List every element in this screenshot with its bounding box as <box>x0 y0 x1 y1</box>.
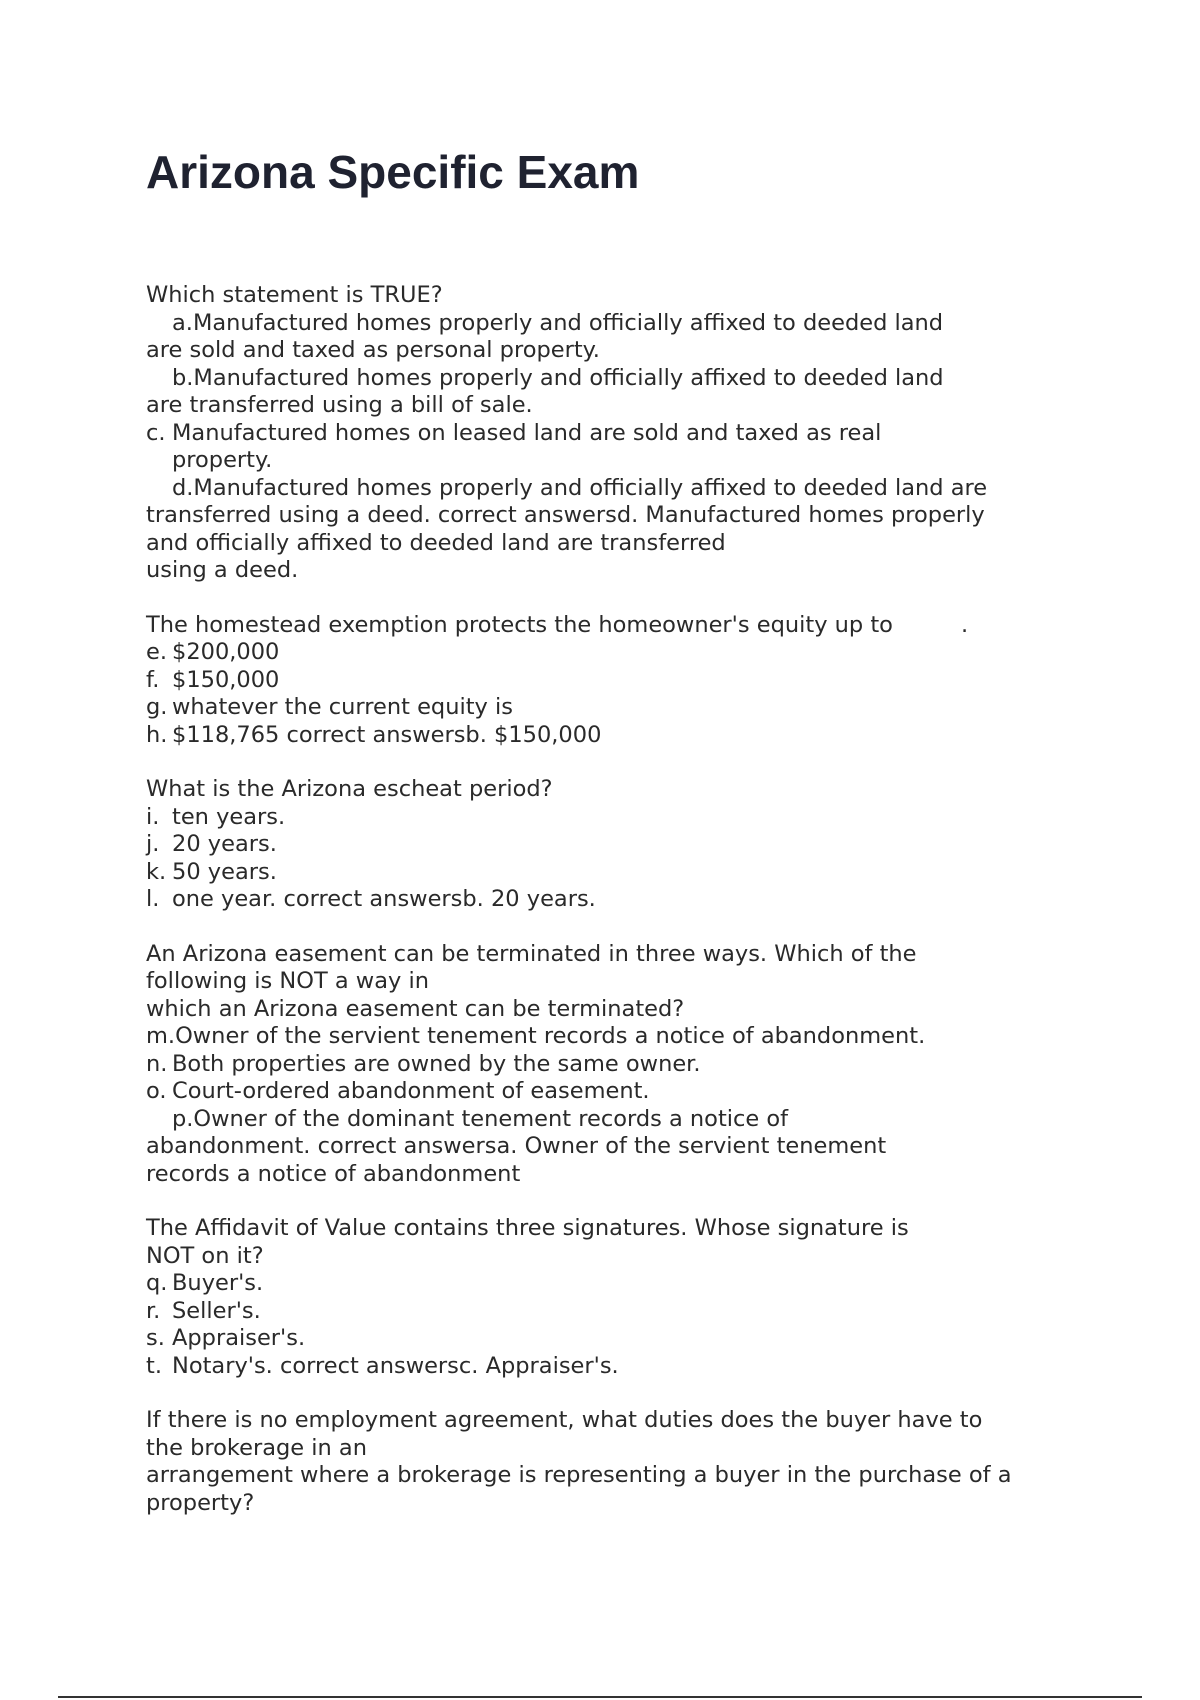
question-stem-line-2: following is NOT a way in <box>146 968 429 994</box>
option-letter: c. <box>146 419 166 446</box>
option-p-line-1: p.Owner of the dominant tenement records a notice of <box>172 1105 789 1132</box>
option-letter: g. <box>146 694 168 720</box>
page-title: Arizona Specific Exam <box>146 146 640 198</box>
option-letter: q. <box>146 1270 168 1296</box>
option-letter: j. <box>146 831 160 857</box>
option-p-line-3: records a notice of abandonment <box>146 1160 521 1187</box>
question-stem-line-3: which an Arizona easement can be terminated? <box>146 995 685 1022</box>
option-text: Seller's. <box>172 1297 261 1324</box>
option-m: m.Owner of the servient tenement records a notice of abandonment. <box>146 1023 926 1049</box>
option-text: $150,000 <box>172 666 280 693</box>
question-stem: Which statement is TRUE? <box>146 282 443 308</box>
option-text: $118,765 correct answersb. $150,000 <box>172 721 602 748</box>
question-6 <box>146 1407 1086 1517</box>
option-g <box>146 694 1086 722</box>
option-k <box>146 859 1086 887</box>
option-text: whatever the current equity is <box>172 694 513 720</box>
question-stem-line-2: NOT on it? <box>146 1242 264 1269</box>
question-stem-line-1: If there is no employment agreement, what duties does the buyer have to <box>146 1407 983 1433</box>
option-c-line-2: property. <box>172 447 273 473</box>
question-stem-line-4: property? <box>146 1489 255 1516</box>
option-text: 20 years. <box>172 831 277 857</box>
option-e <box>146 639 1086 667</box>
option-f <box>146 667 1086 695</box>
question-2 <box>146 612 1086 750</box>
option-text: one year. correct answersb. 20 years. <box>172 886 596 912</box>
option-d-line-2: transferred using a deed. correct answersd. Manufactured homes properly <box>146 502 985 528</box>
option-text: 50 years. <box>172 858 277 885</box>
option-a-line-1: a.Manufactured homes properly and officially affixed to deeded land <box>172 309 944 336</box>
option-r <box>146 1298 1086 1326</box>
option-text: Buyer's. <box>172 1270 264 1296</box>
option-letter: r. <box>146 1297 161 1324</box>
option-t <box>146 1353 1086 1381</box>
option-n <box>146 1051 1086 1079</box>
option-c <box>146 420 1086 475</box>
document-body <box>146 282 1086 1544</box>
option-a-line-2: are sold and taxed as personal property. <box>146 337 600 363</box>
option-b-line-2: are transferred using a bill of sale. <box>146 392 533 418</box>
option-letter: l. <box>146 886 160 912</box>
option-i <box>146 804 1086 832</box>
question-stem-line-3: arrangement where a brokerage is representing a buyer in the purchase of a <box>146 1462 1012 1488</box>
option-p-line-2: abandonment. correct answersa. Owner of the servient tenement <box>146 1133 887 1159</box>
question-stem-line-1: The Affidavit of Value contains three signatures. Whose signature is <box>146 1215 909 1241</box>
question-stem-line-1: An Arizona easement can be terminated in three ways. Which of the <box>146 940 917 967</box>
question-stem: What is the Arizona escheat period? <box>146 776 553 802</box>
option-letter: i. <box>146 803 160 830</box>
option-h <box>146 722 1086 750</box>
option-letter: f. <box>146 666 160 693</box>
option-letter: k. <box>146 858 167 885</box>
option-text: Court-ordered abandonment of easement. <box>172 1078 650 1104</box>
question-3 <box>146 776 1086 914</box>
option-d-line-3: and officially affixed to deeded land are transferred <box>146 529 726 556</box>
option-text: Notary's. correct answersc. Appraiser's. <box>172 1352 619 1379</box>
option-letter: s. <box>146 1325 165 1351</box>
option-d-line-4: using a deed. <box>146 557 299 583</box>
option-s <box>146 1325 1086 1353</box>
option-letter: n. <box>146 1050 168 1077</box>
option-text: Appraiser's. <box>172 1325 306 1351</box>
question-4 <box>146 941 1086 1189</box>
option-letter: t. <box>146 1352 162 1379</box>
question-5 <box>146 1215 1086 1380</box>
question-stem-line-2: the brokerage in an <box>146 1434 367 1461</box>
option-o <box>146 1078 1086 1106</box>
option-d-line-1: d.Manufactured homes properly and officially affixed to deeded land are <box>172 474 988 501</box>
option-c-line-1: Manufactured homes on leased land are sold and taxed as real <box>172 419 882 446</box>
option-text: $200,000 <box>172 639 280 665</box>
question-stem: The homestead exemption protects the homeowner's equity up to . <box>146 611 969 638</box>
option-b-line-1: b.Manufactured homes properly and officially affixed to deeded land <box>172 364 944 391</box>
option-text: ten years. <box>172 803 286 830</box>
option-j <box>146 831 1086 859</box>
page-bottom-rule <box>58 1696 1142 1698</box>
option-letter: o. <box>146 1078 167 1104</box>
option-letter: e. <box>146 639 167 665</box>
option-q <box>146 1270 1086 1298</box>
option-l <box>146 886 1086 914</box>
option-text: Both properties are owned by the same owner. <box>172 1050 701 1077</box>
option-letter: h. <box>146 721 168 748</box>
question-1 <box>146 282 1086 585</box>
